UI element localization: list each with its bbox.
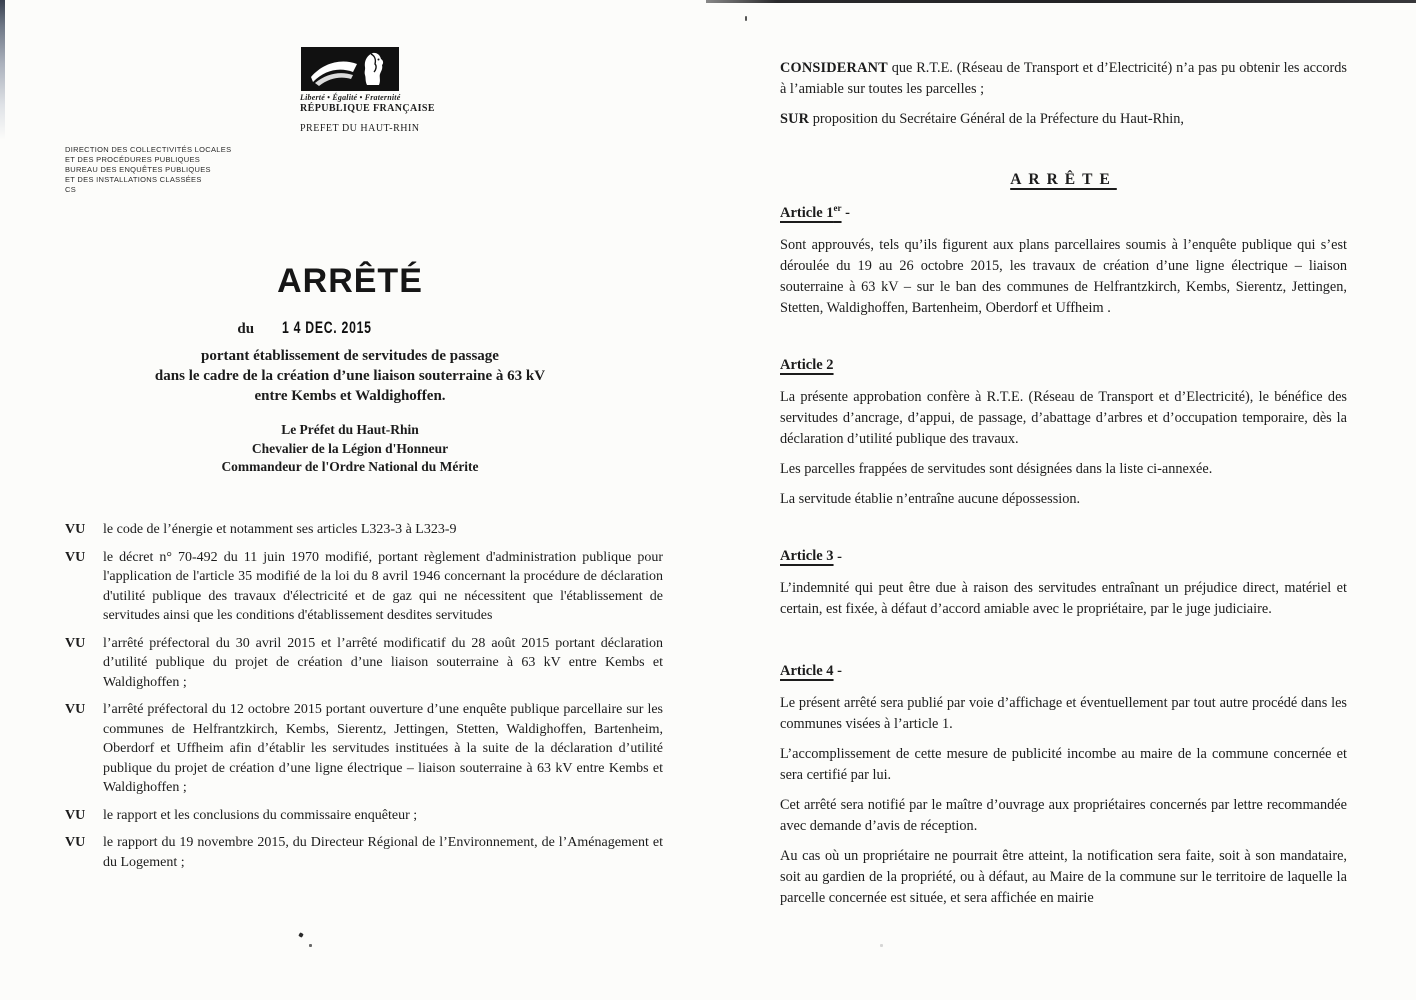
vu-item [60,634,663,693]
vu-label: VU [65,807,86,823]
ink-speck [309,944,312,947]
office-line: DIRECTION DES COLLECTIVITÉS LOCALES [65,145,232,154]
article-2-paragraph: La présente approbation confère à R.T.E. (Réseau de Transport et d’Electricité), le bénéfice des servitudes d’ancrage, d’appui, de passage, d’abattage d’arbres et d’occupation temporaire, dès la déclaration d’utilité publique des travaux. [780,388,1347,447]
vu-recitals-list [60,520,663,880]
ink-speck [298,932,303,937]
article-2-heading: Article 2 [780,356,834,373]
vu-text: le code de l’énergie et notamment ses articles L323-3 à L323-9 [103,522,457,537]
issuing-office-block [65,145,231,195]
subtitle-line: entre Kembs et Waldighoffen. [254,388,446,404]
date-stamp: 1 4 DEC. 2015 [282,318,372,337]
arrete-heading: ARRÊTE [1010,171,1117,188]
vu-text: le rapport et les conclusions du commissaire enquêteur ; [103,807,418,823]
article-4-heading: Article 4 - [780,663,843,680]
issuer-titles [50,421,650,477]
vu-text: le rapport du 19 novembre 2015, du Directeur Régional de l’Environnement, de l’Aménagement et du Logement ; [103,835,663,870]
vu-item [60,833,663,872]
document-subtitle [50,346,650,406]
vu-label: VU [65,635,86,651]
vu-item [60,700,663,798]
office-line: ET DES PROCÉDURES PUBLIQUES [65,155,201,164]
logo-motto: Liberté • Égalité • Fraternité [300,93,401,102]
marianne-logo-icon [301,47,399,91]
subtitle-line: portant établissement de servitudes de passage [201,348,499,364]
office-line: CS [65,185,77,194]
vu-text: l’arrêté préfectoral du 12 octobre 2015 portant ouverture d’une enquête publique parcellaire sur les communes de Helfrantzkirch, Kembs, Sierentz, Jettingen, Stetten, Waldighoffen, Bartenheim, Oberdorf et Uffheim afin d’établir les servitudes instituées à la suite de la déclaration d’utilité publique du projet de création d’une ligne électrique – liaison souterraine à 63 kV entre Kembs et Waldighoffen ; [103,702,663,795]
subtitle-line: dans le cadre de la création d’une liaison souterraine à 63 kV [154,368,546,384]
vu-text: l’arrêté préfectoral du 30 avril 2015 et l’arrêté modificatif du 28 août 2015 portant déclaration d’utilité publique du projet de création d’une liaison souterraine à 63 kV entre Kembs et Waldighoffen ; [103,635,663,690]
page-right [780,58,1347,918]
logo-republic-name: RÉPUBLIQUE FRANÇAISE [300,103,435,114]
date-prefix: du [237,321,255,337]
vu-item [60,520,663,540]
date-line [22,318,622,338]
vu-text: le décret n° 70-492 du 11 juin 1970 modifié, portant règlement d'administration publique pour l'application de l'article 35 modifié de la loi du 8 avril 1946 concernant la procédure de déclaration d'utilité publique des travaux d'électricité et de gaz qui ne nécessitent que l'établissement de servitudes ainsi que les conditions d'établissement desdites servitudes [103,549,663,623]
republique-francaise-letterhead [300,47,435,134]
considerant-paragraph [780,58,1347,100]
document-title-block [50,262,650,477]
article-2-paragraph: La servitude établie n’entraîne aucune dépossession. [780,490,1081,507]
sur-proposition-paragraph [780,109,1347,130]
article-3-paragraph: L’indemnité qui peut être due à raison des servitudes entraînant un préjudice direct, matériel et certain, est fixée, à défaut d’accord amiable avec le propriétaire, par le juge judiciaire. [780,580,1347,618]
article-4-paragraph: Cet arrêté sera notifié par le maître d’ouvrage aux propriétaires concernés par lettre recommandée avec demande d’avis de réception. [780,797,1347,835]
vu-label: VU [65,702,86,717]
document-title: ARRÊTÉ [277,262,423,300]
article-1-paragraph: Sont approuvés, tels qu’ils figurent aux plans parcellaires soumis à l’enquête publique qui s’est déroulée du 19 au 26 octobre 2015, les travaux de création d’une ligne électrique – liaison souterraine à 63 kV – sur le ban des communes de Helfrantzkirch, Kembs, Sierentz, Jettingen, Stetten, Waldighoffen, Bartenheim, Oberdorf et Uffheim . [780,236,1347,316]
vu-item [60,806,663,826]
scan-artifact-top-edge [706,0,1416,3]
issuer-line: Le Préfet du Haut-Rhin [281,422,419,437]
article-1-heading: Article 1er - [780,203,851,221]
article-4-paragraph: Au cas où un propriétaire ne pourrait être atteint, la notification sera faite, soit à son mandataire, soit au gardien de la propriété, ou à défaut, au Maire de la commune sur le territoire de laquelle la parcelle concernée est située, et sera affichée en mairie [780,848,1347,907]
scan-artifact-left-edge [0,0,5,140]
sur-text: proposition du Secrétaire Général de la Préfecture du Haut-Rhin, [809,111,1184,127]
article-4-paragraph: L’accomplissement de cette mesure de publicité incombe au maire de la commune concernée et sera certifié par lui. [780,746,1347,784]
issuer-line: Chevalier de la Légion d'Honneur [251,440,449,456]
article-3-heading: Article 3 - [780,548,843,565]
ink-speck [745,16,747,21]
vu-label: VU [65,549,86,565]
vu-label: VU [65,835,86,850]
vu-item [60,548,663,626]
considerant-text: que R.T.E. (Réseau de Transport et d’Electricité) n’a pas pu obtenir les accords à l’amiable sur toutes les parcelles ; [780,60,1347,97]
office-line: ET DES INSTALLATIONS CLASSÉES [65,175,202,184]
prefecture-name: PREFET DU HAUT-RHIN [300,123,420,134]
issuer-line: Commandeur de l'Ordre National du Mérite [221,459,479,474]
sur-label: SUR [780,111,810,127]
article-4-paragraph: Le présent arrêté sera publié par voie d’affichage et éventuellement par tout autre procédé dans les communes visées à l’article 1. [780,695,1347,733]
ink-speck [880,944,883,947]
article-2-paragraph: Les parcelles frappées de servitudes sont désignées dans la liste ci-annexée. [780,460,1213,477]
office-line: BUREAU DES ENQUÊTES PUBLIQUES [65,165,211,174]
vu-label: VU [65,522,86,537]
considerant-label: CONSIDERANT [780,60,888,76]
